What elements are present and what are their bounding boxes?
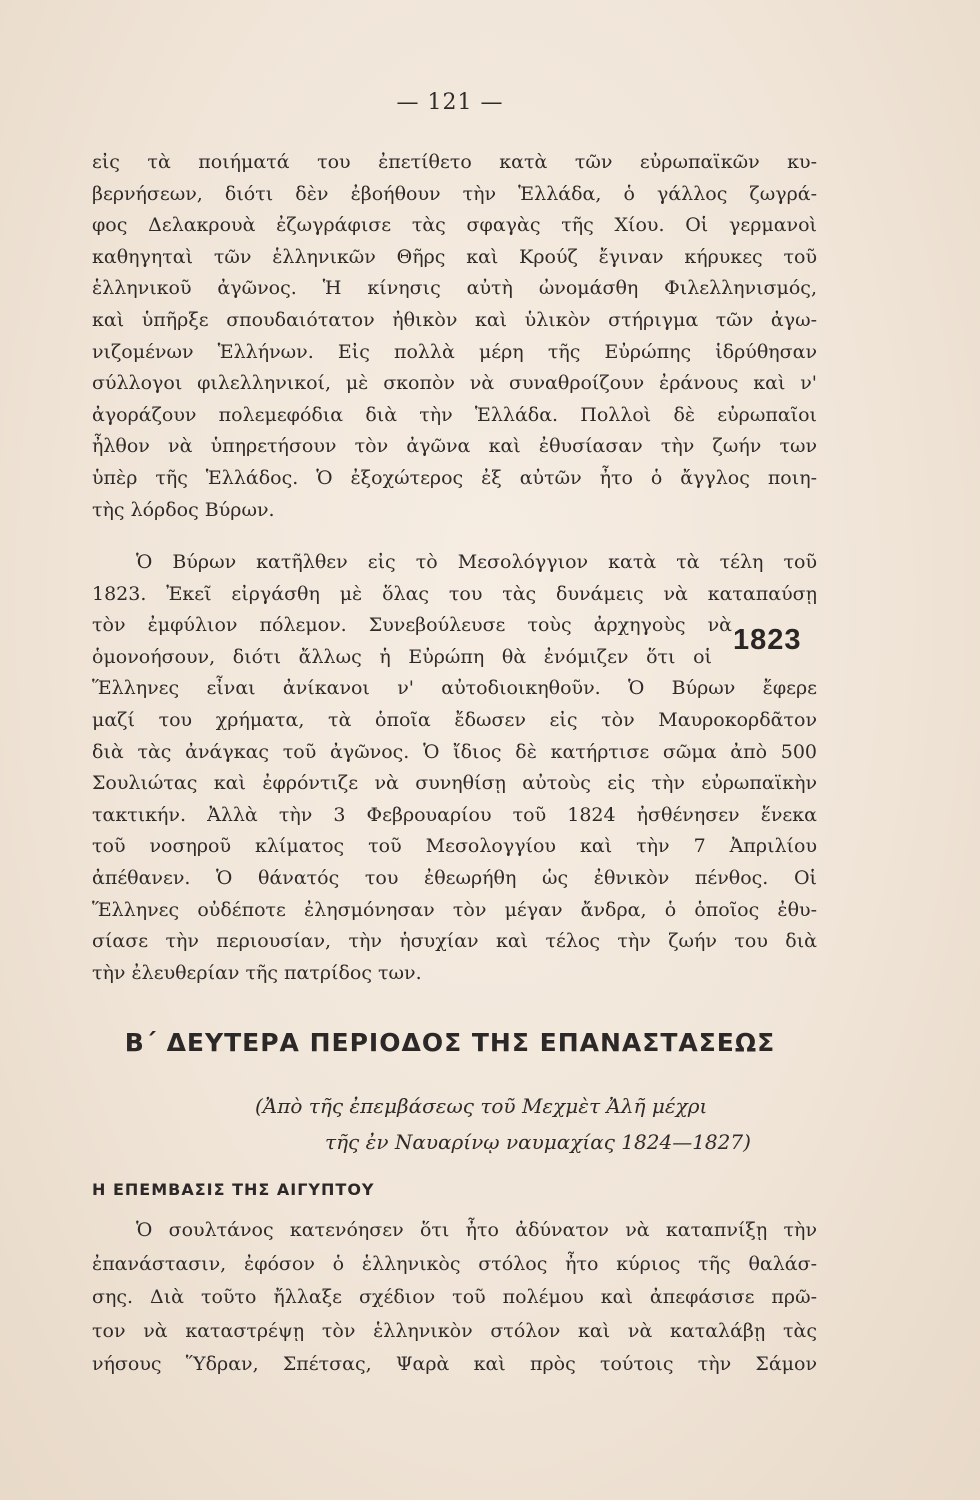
subsection-title: Η ΕΠΕΜΒΑΣΙΣ ΤΗΣ ΑΙΓΥΠΤΟΥ (92, 1180, 375, 1199)
text-line: μαζί του χρήματα, τὰ ὁποῖα ἔδωσεν εἰς τὸν Μαυροκορδᾶτον (92, 708, 817, 731)
text-line: Ὁ σουλτάνος κατενόησεν ὅτι ἦτο ἀδύνατον νὰ καταπνίξῃ τὴν (136, 1219, 817, 1241)
text-line: 1823. Ἐκεῖ εἰργάσθη μὲ ὅλας του τὰς δυνάμεις νὰ καταπαύσῃ (92, 582, 817, 605)
margin-year-note: 1823 (733, 624, 802, 656)
text-line: ἀγοράζουν πολεμεφόδια διὰ τὴν Ἑλλάδα. Πολλοὶ δὲ εὐρωπαῖοι (92, 403, 817, 426)
text-line: ὑπὲρ τῆς Ἑλλάδος. Ὁ ἐξοχώτερος ἐξ αὐτῶν ἦτο ὁ ἄγγλος ποιη- (92, 466, 817, 489)
text-line: καθηγηταὶ τῶν ἑλληνικῶν Θῆρς καὶ Κρούζ ἔγιναν κήρυκες τοῦ (92, 245, 817, 268)
text-line: τακτικήν. Ἀλλὰ τὴν 3 Φεβρουαρίου τοῦ 1824 ἠσθένησεν ἕνεκα (92, 803, 817, 826)
text-line: σης. Διὰ τοῦτο ἤλλαξε σχέδιον τοῦ πολέμου καὶ ἀπεφάσισε πρῶ- (92, 1286, 817, 1309)
text-line: Ὁ Βύρων κατῆλθεν εἰς τὸ Μεσολόγγιον κατὰ τὰ τέλη τοῦ (136, 551, 817, 573)
text-line: ἐπανάστασιν, ἐφόσον ὁ ἑλληνικὸς στόλος ἦτο κύριος τῆς θαλάσ- (92, 1252, 817, 1275)
text-line: ὁμονοήσουν, διότι ἄλλως ἡ Εὐρώπη θὰ ἐνόμιζεν ὅτι οἱ (92, 645, 712, 668)
text-line: τὴς λόρδος Βύρων. (92, 498, 275, 521)
text-line: τὴν ἐλευθερίαν τῆς πατρίδος των. (92, 961, 422, 984)
text-line: Σουλιώτας καὶ ἐφρόντιζε νὰ συνηθίσῃ αὐτοὺς εἰς τὴν εὐρωπαϊκὴν (92, 772, 817, 795)
text-line: διὰ τὰς ἀνάγκας τοῦ ἀγῶνος. Ὁ ἴδιος δὲ κατήρτισε σῶμα ἀπὸ 500 (92, 740, 817, 763)
section-title: Β΄ ΔΕΥΤΕΡΑ ΠΕΡΙΟΔΟΣ ΤΗΣ ΕΠΑΝΑΣΤΑΣΕΩΣ (124, 1028, 776, 1057)
paragraph-egypt-intervention (92, 1214, 817, 1382)
text-line: ἦλθον νὰ ὑπηρετήσουν τὸν ἀγῶνα καὶ ἐθυσίασαν τὴν ζωήν των (92, 435, 817, 458)
text-line: νιζομένων Ἑλλήνων. Εἰς πολλὰ μέρη τῆς Εὐρώπης ἱδρύθησαν (92, 340, 817, 363)
text-line: σύλλογοι φιλελληνικοί, μὲ σκοπὸν νὰ συναθροίζουν ἐράνους καὶ ν' (92, 372, 817, 395)
text-line: Ἕλληνες οὐδέποτε ἐλησμόνησαν τὸν μέγαν ἄνδρα, ὁ ὁποῖος ἐθυ- (92, 898, 817, 921)
page-number: — 121 — (396, 90, 504, 115)
text-line: Ἕλληνες εἶναι ἀνίκανοι ν' αὐτοδιοικηθοῦν. Ὁ Βύρων ἔφερε (92, 677, 817, 700)
section-subtitle-line-1: (Ἀπὸ τῆς ἐπεμβάσεως τοῦ Μεχμὲτ Ἀλῆ μέχρι (255, 1094, 708, 1118)
text-line: εἰς τὰ ποιήματά του ἐπετίθετο κατὰ τῶν εὐρωπαϊκῶν κυ- (92, 151, 817, 173)
paragraph-byron (92, 547, 817, 989)
section-subtitle-line-2: τῆς ἐν Ναυαρίνῳ ναυμαχίας 1824—1827) (325, 1130, 751, 1154)
text-line: νήσους Ὕδραν, Σπέτσας, Ψαρὰ καὶ πρὸς τούτοις τὴν Σάμον (92, 1353, 817, 1376)
text-line: ἀπέθανεν. Ὁ θάνατός του ἐθεωρήθη ὡς ἐθνικὸν πένθος. Οἱ (92, 866, 817, 889)
text-line: ἑλληνικοῦ ἀγῶνος. Ἡ κίνησις αὐτὴ ὠνομάσθη Φιλελληνισμός, (92, 277, 817, 300)
text-line: φος Δελακρουὰ ἐζωγράφισε τὰς σφαγὰς τῆς Χίου. Οἱ γερμανοὶ (92, 214, 817, 237)
text-line: βερνήσεων, διότι δὲν ἐβοήθουν τὴν Ἑλλάδα, ὁ γάλλος ζωγρά- (92, 182, 817, 205)
text-line: σίασε τὴν περιουσίαν, τὴν ἡσυχίαν καὶ τέλος τὴν ζωήν του διὰ (92, 930, 817, 953)
text-line: τὸν ἐμφύλιον πόλεμον. Συνεβούλευσε τοὺς ἀρχηγοὺς νὰ (92, 614, 732, 637)
text-line: καὶ ὑπῆρξε σπουδαιότατον ἠθικὸν καὶ ὑλικὸν στήριγμα τῶν ἀγω- (92, 308, 817, 331)
text-line: τοῦ νοσηροῦ κλίματος τοῦ Μεσολογγίου καὶ τὴν 7 Ἀπριλίου (92, 835, 817, 858)
text-line: τον νὰ καταστρέψῃ τὸν ἑλληνικὸν στόλον καὶ νὰ καταλάβῃ τὰς (92, 1319, 817, 1342)
paragraph-philhellenism (92, 147, 817, 526)
